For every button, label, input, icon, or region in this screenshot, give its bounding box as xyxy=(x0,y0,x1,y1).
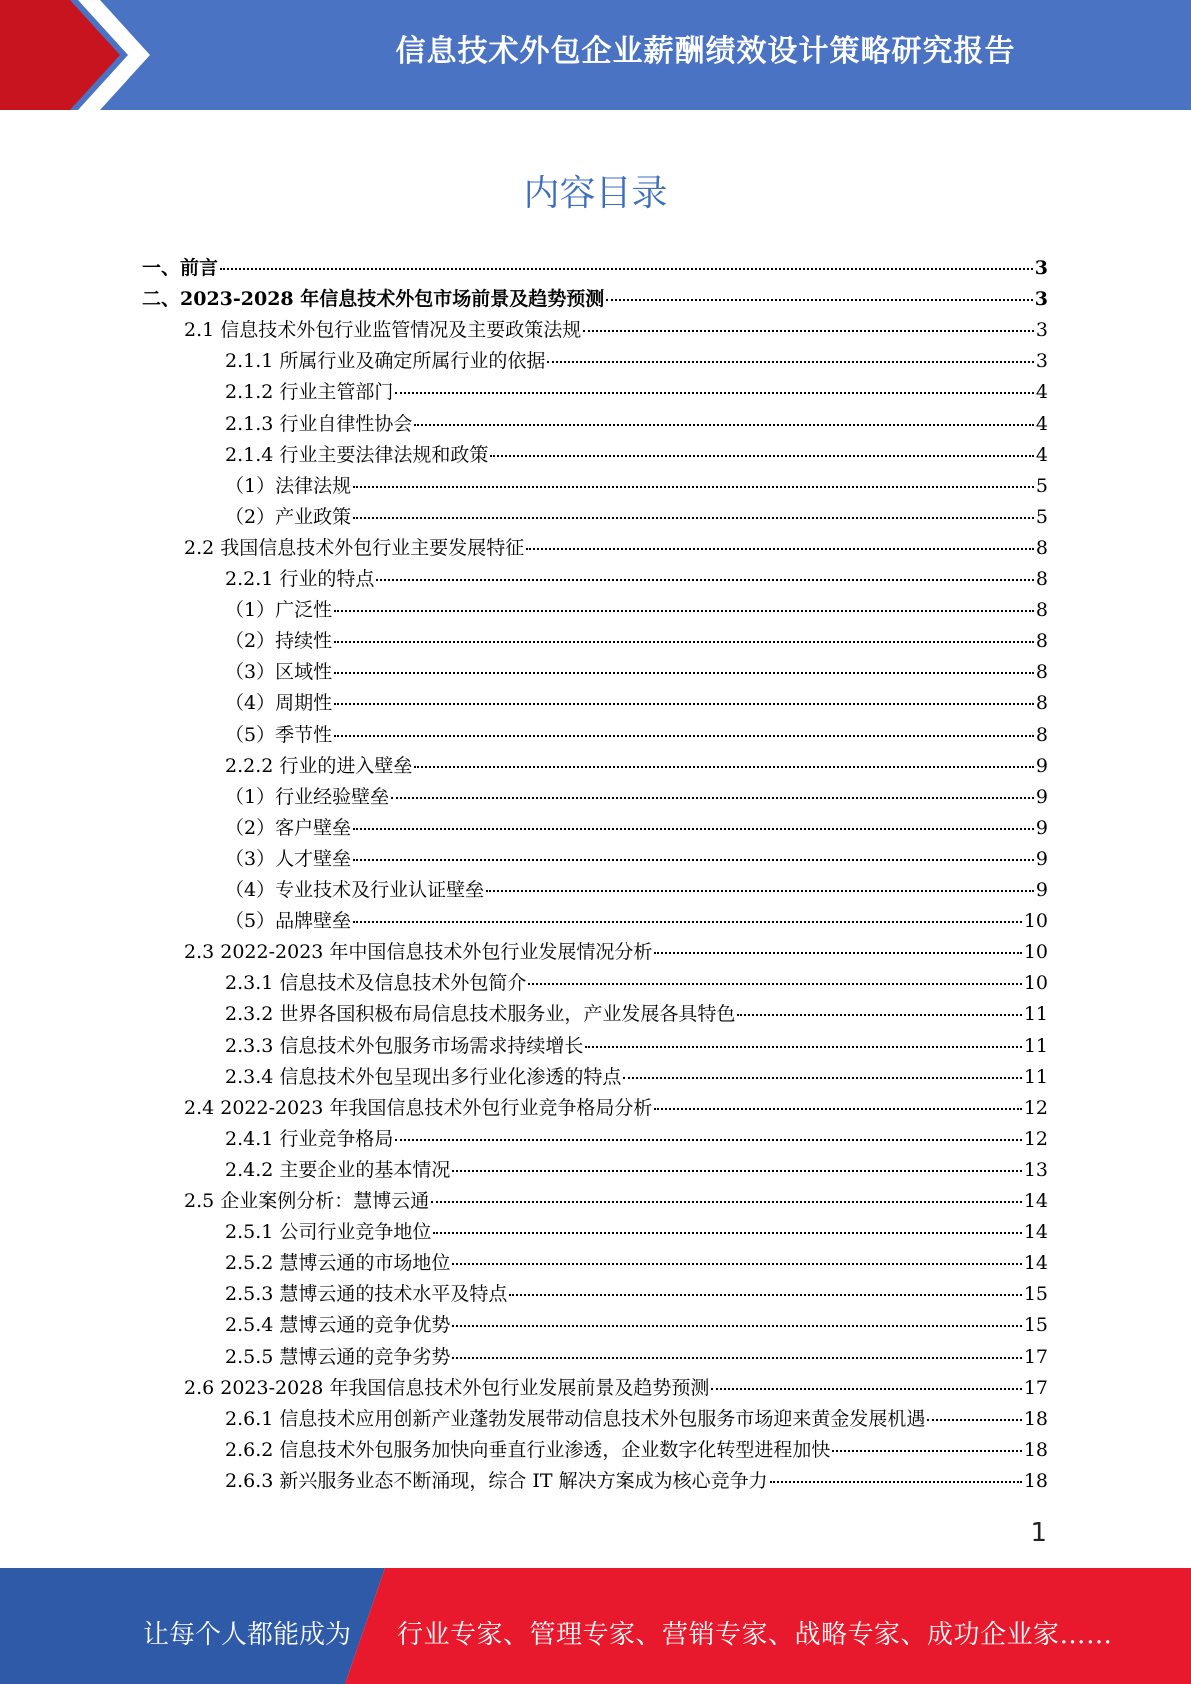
toc-entry-label: 2.6 2023-2028 年我国信息技术外包行业发展前景及趋势预测 xyxy=(184,1376,710,1399)
toc-entry[interactable] xyxy=(225,782,1048,813)
toc-entry[interactable] xyxy=(225,1248,1048,1279)
toc-leader-dots xyxy=(654,1108,1021,1110)
toc-entry-page: 10 xyxy=(1023,972,1048,995)
toc-leader-dots xyxy=(220,268,1033,270)
toc-entry[interactable] xyxy=(225,657,1048,688)
toc-entry-label: （3）区域性 xyxy=(225,661,333,684)
toc-leader-dots xyxy=(391,797,1034,799)
toc-entry-label: 2.2 我国信息技术外包行业主要发展特征 xyxy=(184,536,525,559)
toc-leader-dots xyxy=(452,1170,1021,1172)
toc-leader-dots xyxy=(526,548,1034,550)
toc-entry-label: （1）法律法规 xyxy=(225,474,352,497)
toc-leader-dots xyxy=(585,1046,1021,1048)
toc-entry[interactable] xyxy=(225,1279,1048,1310)
toc-entry-label: 2.3.3 信息技术外包服务市场需求持续增长 xyxy=(225,1034,584,1057)
toc-entry-label: 2.1.1 所属行业及确定所属行业的依据 xyxy=(225,350,546,373)
toc-leader-dots xyxy=(606,299,1033,301)
toc-entry-label: 一、前言 xyxy=(142,257,219,279)
toc-entry-page: 8 xyxy=(1035,692,1048,715)
toc-leader-dots xyxy=(353,859,1034,861)
toc-leader-dots xyxy=(486,890,1034,892)
toc-entry[interactable] xyxy=(225,813,1048,844)
footer-slogan-left: 让每个人都能成为 xyxy=(143,1620,352,1650)
toc-entry-page: 17 xyxy=(1023,1376,1048,1399)
toc-entry[interactable] xyxy=(225,688,1048,719)
toc-entry[interactable] xyxy=(225,875,1048,906)
toc-entry[interactable] xyxy=(225,999,1048,1030)
toc-entry-label: 2.3 2022-2023 年中国信息技术外包行业发展情况分析 xyxy=(184,941,653,964)
toc-leader-dots xyxy=(583,330,1034,332)
toc-leader-dots xyxy=(528,983,1021,985)
toc-entry[interactable] xyxy=(184,1186,1048,1217)
toc-leader-dots xyxy=(353,486,1034,488)
toc-entry[interactable] xyxy=(225,1124,1048,1155)
toc-entry-page: 9 xyxy=(1035,754,1048,777)
toc-leader-dots xyxy=(334,641,1034,643)
toc-entry[interactable] xyxy=(225,440,1048,471)
toc-entry-label: 2.4.1 行业竞争格局 xyxy=(225,1127,394,1150)
toc-leader-dots xyxy=(927,1419,1021,1421)
toc-entry[interactable] xyxy=(225,1062,1048,1093)
toc-entry-label: 2.1.2 行业主管部门 xyxy=(225,381,394,404)
toc-entry[interactable] xyxy=(225,1435,1048,1466)
footer-slogan-right: 行业专家、管理专家、营销专家、战略专家、成功企业家…… xyxy=(397,1620,1113,1650)
toc-entry-label: 2.3.4 信息技术外包呈现出多行业化渗透的特点 xyxy=(225,1065,622,1088)
toc-entry[interactable] xyxy=(225,502,1048,533)
toc-entry-label: 2.5.4 慧博云通的竞争优势 xyxy=(225,1314,451,1337)
header-banner xyxy=(0,0,1191,110)
toc-entry-label: （5）品牌壁垒 xyxy=(225,910,352,933)
toc-leader-dots xyxy=(431,1201,1022,1203)
toc-entry[interactable] xyxy=(225,626,1048,657)
toc-entry-page: 12 xyxy=(1023,1096,1048,1119)
toc-entry-page: 11 xyxy=(1023,1034,1048,1057)
toc-entry-page: 8 xyxy=(1035,661,1048,684)
toc-entry-page: 9 xyxy=(1035,847,1048,870)
toc-entry[interactable] xyxy=(225,1217,1048,1248)
toc-leader-dots xyxy=(770,1481,1022,1483)
footer-banner xyxy=(0,1568,1191,1684)
toc-leader-dots xyxy=(376,579,1034,581)
toc-entry[interactable] xyxy=(225,968,1048,999)
toc-entry-page: 15 xyxy=(1023,1314,1048,1337)
toc-leader-dots xyxy=(395,1139,1021,1141)
toc-entry-page: 11 xyxy=(1023,1003,1048,1026)
toc-entry[interactable] xyxy=(225,1031,1048,1062)
toc-entry-page: 18 xyxy=(1023,1407,1048,1430)
toc-entry-label: 2.6.1 信息技术应用创新产业蓬勃发展带动信息技术外包服务市场迎来黄金发展机遇 xyxy=(225,1407,926,1430)
toc-entry[interactable] xyxy=(225,1466,1048,1497)
toc-entry-label: 2.1.4 行业主要法律法规和政策 xyxy=(225,443,489,466)
toc-entry-label: 2.4 2022-2023 年我国信息技术外包行业竞争格局分析 xyxy=(184,1096,653,1119)
toc-leader-dots xyxy=(547,361,1034,363)
toc-entry[interactable] xyxy=(184,937,1048,968)
toc-leader-dots xyxy=(832,1450,1021,1452)
toc-entry[interactable] xyxy=(225,1342,1048,1373)
toc-heading: 内容目录 xyxy=(523,173,668,214)
toc-entry-label: 二、2023-2028 年信息技术外包市场前景及趋势预测 xyxy=(142,288,605,311)
toc-leader-dots xyxy=(509,1294,1021,1296)
toc-entry-label: （4）周期性 xyxy=(225,692,333,715)
toc-entry-label: （1）行业经验壁垒 xyxy=(225,785,390,808)
toc-leader-dots xyxy=(414,424,1034,426)
toc-leader-dots xyxy=(334,672,1034,674)
toc-entry[interactable] xyxy=(184,1373,1048,1404)
toc-entry-page: 10 xyxy=(1023,910,1048,933)
toc-entry-label: （5）季节性 xyxy=(225,723,333,746)
toc-entry-label: （2）客户壁垒 xyxy=(225,816,352,839)
toc-entry-label: 2.5.1 公司行业竞争地位 xyxy=(225,1221,432,1244)
toc-entry-page: 5 xyxy=(1035,474,1048,497)
toc-entry-page: 8 xyxy=(1035,599,1048,622)
toc-entry[interactable] xyxy=(225,409,1048,440)
toc-entry-page: 3 xyxy=(1035,319,1048,342)
toc-entry-label: 2.4.2 主要企业的基本情况 xyxy=(225,1158,451,1181)
toc-entry[interactable] xyxy=(184,1093,1048,1124)
toc-entry-page: 18 xyxy=(1023,1469,1048,1492)
toc-entry[interactable] xyxy=(225,720,1048,751)
toc-entry-label: 2.5.3 慧博云通的技术水平及特点 xyxy=(225,1283,508,1306)
toc-leader-dots xyxy=(395,392,1034,394)
toc-entry-page: 18 xyxy=(1023,1438,1048,1461)
toc-entry[interactable] xyxy=(225,844,1048,875)
toc-entry-page: 3 xyxy=(1034,288,1048,311)
toc-leader-dots xyxy=(433,1232,1021,1234)
toc-entry-page: 10 xyxy=(1023,941,1048,964)
toc-leader-dots xyxy=(334,703,1034,705)
toc-leader-dots xyxy=(353,921,1022,923)
toc-entry-page: 13 xyxy=(1023,1158,1048,1181)
toc-leader-dots xyxy=(623,1077,1021,1079)
toc-leader-dots xyxy=(334,610,1034,612)
toc-leader-dots xyxy=(353,517,1034,519)
toc-leader-dots xyxy=(353,828,1034,830)
toc-entry[interactable] xyxy=(225,751,1048,782)
toc-entry-page: 3 xyxy=(1035,350,1048,373)
toc-entry[interactable] xyxy=(142,284,1048,315)
toc-leader-dots xyxy=(452,1263,1021,1265)
toc-entry-page: 9 xyxy=(1035,816,1048,839)
toc-entry[interactable] xyxy=(225,564,1048,595)
report-title: 信息技术外包企业薪酬绩效设计策略研究报告 xyxy=(395,34,1016,69)
toc-entry-label: 2.2.2 行业的进入壁垒 xyxy=(225,754,413,777)
toc-entry-page: 14 xyxy=(1023,1221,1048,1244)
toc-entry-page: 9 xyxy=(1035,785,1048,808)
toc-entry-page: 4 xyxy=(1035,381,1048,404)
toc-entry-page: 4 xyxy=(1035,443,1048,466)
toc-entry[interactable] xyxy=(225,1404,1048,1435)
toc-leader-dots xyxy=(711,1388,1021,1390)
toc-entry-page: 3 xyxy=(1034,257,1048,279)
toc-entry-label: （3）人才壁垒 xyxy=(225,847,352,870)
toc-entry-page: 4 xyxy=(1035,412,1048,435)
toc-leader-dots xyxy=(452,1325,1021,1327)
toc-entry-label: 2.5 企业案例分析：慧博云通 xyxy=(184,1190,430,1212)
toc-entry-page: 17 xyxy=(1023,1345,1048,1368)
toc-entry-page: 5 xyxy=(1035,505,1048,528)
toc-entry-label: 2.1 信息技术外包行业监管情况及主要政策法规 xyxy=(184,319,582,342)
toc-entry-page: 8 xyxy=(1035,723,1048,746)
toc-entry[interactable] xyxy=(225,471,1048,502)
toc-entry-page: 8 xyxy=(1035,536,1048,559)
toc-leader-dots xyxy=(490,455,1034,457)
toc-entry-page: 12 xyxy=(1023,1127,1048,1150)
toc-entry[interactable] xyxy=(142,253,1048,284)
toc-entry[interactable] xyxy=(184,533,1048,564)
toc-leader-dots xyxy=(334,735,1034,737)
toc-entry-label: 2.5.2 慧博云通的市场地位 xyxy=(225,1252,451,1275)
toc-entry[interactable] xyxy=(225,906,1048,937)
toc-entry[interactable] xyxy=(184,315,1048,346)
toc-entry-label: （2）持续性 xyxy=(225,630,333,653)
toc-entry-label: 2.2.1 行业的特点 xyxy=(225,568,375,590)
toc-entry-page: 8 xyxy=(1035,630,1048,653)
toc-entry-label: （4）专业技术及行业认证壁垒 xyxy=(225,879,485,901)
toc-entry[interactable] xyxy=(225,1155,1048,1186)
toc-leader-dots xyxy=(414,766,1034,768)
toc-entry-label: （2）产业政策 xyxy=(225,505,352,528)
toc-entry-label: 2.6.2 信息技术外包服务加快向垂直行业渗透，企业数字化转型进程加快 xyxy=(225,1438,831,1461)
toc-entry-page: 14 xyxy=(1023,1190,1048,1212)
page-number: 1 xyxy=(1030,1518,1047,1548)
toc-entry[interactable] xyxy=(225,1310,1048,1341)
toc-leader-dots xyxy=(654,952,1021,954)
toc-entry-label: 2.3.2 世界各国积极布局信息技术服务业，产业发展各具特色 xyxy=(225,1003,736,1026)
toc-entry[interactable] xyxy=(225,595,1048,626)
toc-entry-page: 14 xyxy=(1023,1252,1048,1275)
toc-leader-dots xyxy=(452,1357,1021,1359)
toc-entry-page: 9 xyxy=(1035,879,1048,901)
toc-entry-label: 2.6.3 新兴服务业态不断涌现，综合 IT 解决方案成为核心竞争力 xyxy=(225,1469,768,1492)
toc-entry[interactable] xyxy=(225,346,1048,377)
toc-leader-dots xyxy=(737,1014,1021,1016)
toc-entry-label: 2.3.1 信息技术及信息技术外包简介 xyxy=(225,972,527,995)
toc-entry-page: 11 xyxy=(1023,1065,1048,1088)
toc-entry[interactable] xyxy=(225,377,1048,408)
toc-entry-page: 15 xyxy=(1023,1283,1048,1306)
toc-entry-label: 2.5.5 慧博云通的竞争劣势 xyxy=(225,1345,451,1368)
toc-entry-page: 8 xyxy=(1035,568,1048,590)
toc-entry-label: （1）广泛性 xyxy=(225,599,333,622)
toc-entry-label: 2.1.3 行业自律性协会 xyxy=(225,412,413,435)
